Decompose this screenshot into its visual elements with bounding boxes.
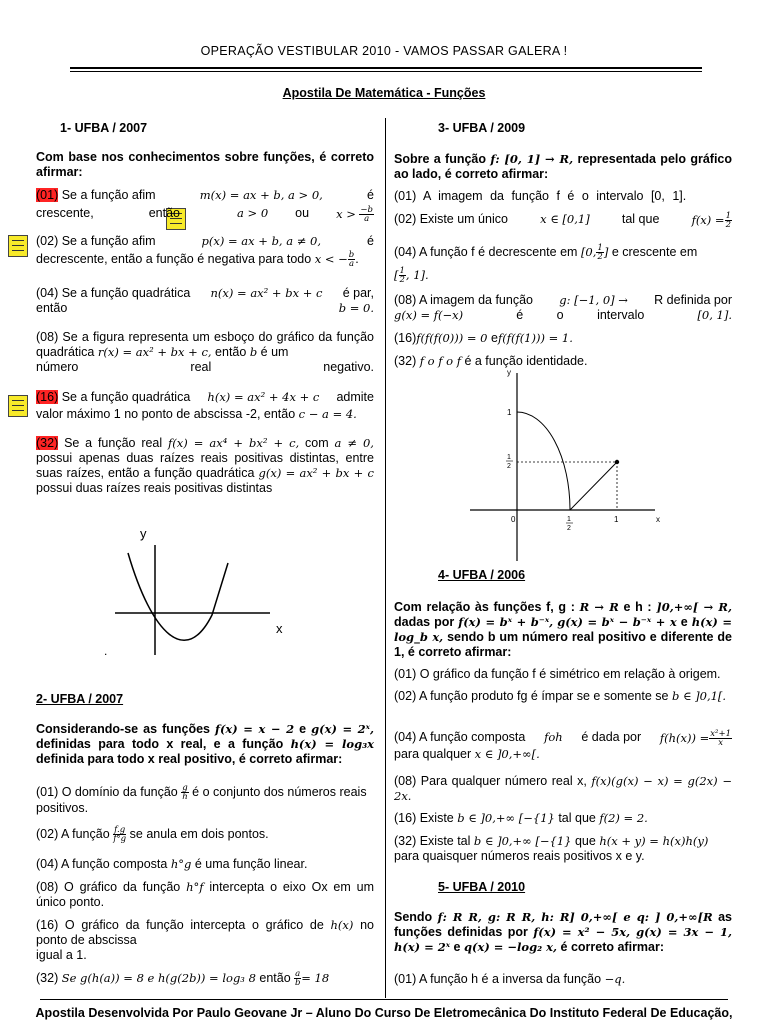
q4-heading: 4- UFBA / 2006	[438, 568, 526, 582]
q1-item-32-math: g(x) = ax² + bx + c	[258, 466, 374, 480]
q4-item-32-text: (32) Existe tal	[394, 834, 471, 848]
y-axis-label: y	[507, 368, 511, 377]
q2-item-32-fraction: $\frac{a}{b}$	[294, 969, 301, 988]
y-axis-label: y	[140, 526, 147, 541]
q1-item-01-text: é	[367, 188, 374, 202]
q3-item-32-text: (32)	[394, 354, 417, 368]
q4-intro-math: h(x) = log_b x,	[394, 615, 732, 644]
q3-item-08-math: [0, 1].	[697, 308, 732, 322]
q4-item-02-math: b ∈ ]0,1[.	[671, 689, 727, 703]
q3-item-01	[394, 189, 732, 204]
tick-label-x-1: 1	[614, 515, 619, 524]
q2-intro-text: Considerando-se as funções	[36, 722, 210, 736]
q2-item-32-text: (32)	[36, 970, 59, 985]
q4-intro-math: R → R	[579, 600, 619, 614]
q3-item-16	[394, 331, 732, 346]
q4-item-04	[394, 730, 732, 762]
q5-intro-text: Sendo	[394, 910, 433, 924]
q2-heading: 2- UFBA / 2007	[36, 692, 124, 706]
column-divider	[385, 118, 386, 998]
q4-intro-text: dadas por	[394, 615, 455, 629]
q2-item-08-math: h°f	[186, 880, 204, 894]
page-header: OPERAÇÃO VESTIBULAR 2010 - VAMOS PASSAR GALERA !	[200, 44, 568, 58]
q3-item-04-math: , 1].	[405, 267, 429, 282]
q1-item-08-text: (08) Se a figura representa um esboço do gráfico da função quadrática	[36, 330, 374, 359]
q1-item-04-math: b = 0.	[338, 301, 374, 315]
q2-item-01-fraction: $\frac{g}{h}$	[182, 783, 188, 802]
q1-item-02-math: p(x) = ax + b, a ≠ 0,	[201, 234, 322, 248]
q3-item-16-text: e	[491, 331, 498, 345]
q3-item-04-math: ]	[603, 244, 609, 259]
q4-intro-text: sendo b um número real positivo e diferente de 1, é correto afirmar:	[394, 630, 732, 659]
line-segment	[570, 462, 617, 510]
footer-rule	[40, 999, 728, 1000]
q3-item-04-fraction: $\frac{1}{2}$	[399, 266, 405, 285]
q1-item-32-math: a ≠ 0,	[334, 436, 374, 450]
q2-intro	[36, 722, 374, 767]
q2-item-32-text: então	[259, 970, 291, 985]
q4-item-16	[394, 811, 732, 826]
q1-item-01-text: Se a função afim	[61, 188, 156, 202]
q1-item-32	[36, 436, 374, 496]
sticky-note-icon[interactable]	[8, 235, 28, 257]
q2-item-04-text: é uma função linear.	[194, 857, 308, 871]
q4-item-04-text: (04) A função composta	[394, 730, 526, 744]
q1-heading: 1- UFBA / 2007	[60, 121, 148, 135]
q2-item-32	[36, 970, 374, 987]
q2-item-16-text: igual a 1.	[36, 948, 87, 962]
curve-arc	[517, 412, 570, 510]
q4-item-04-math: f(h(x)) =	[659, 730, 710, 745]
q2-item-04	[36, 857, 374, 872]
q3-function-graph	[470, 365, 700, 565]
q1-item-32-math: f(x) = ax⁴ + bx² + c,	[168, 436, 300, 450]
q4-item-08-math: f(x)(g(x) − x) = g(2x) − 2x.	[394, 774, 732, 803]
q4-item-02-text: (02) A função produto fg é ímpar se e somente se	[394, 689, 669, 703]
q1-item-32-text: com	[305, 436, 329, 450]
q4-item-04-text: para qualquer	[394, 747, 472, 761]
q4-item-16-math: b ∈ ]0,+∞ [−{1}	[457, 811, 555, 825]
q4-item-08	[394, 774, 732, 804]
tick-label-y-half-den: 2	[507, 463, 511, 470]
parabola-curve	[128, 553, 228, 640]
tick-label-x-half-num: 1	[567, 516, 571, 523]
q3-item-08-math: g: [−1, 0] →	[559, 293, 628, 307]
q1-item-01	[36, 188, 374, 223]
q4-intro-text: Com relação às funções f, g :	[394, 600, 575, 614]
q5-item-01-text: (01) A função h é a inversa da função	[394, 972, 602, 986]
q3-item-08-text: (08) A imagem da função	[394, 293, 533, 307]
q1-item-04-text: então	[36, 301, 68, 315]
q1-item-02: (02) Se a função afim p(x) = ax + b, a ≠ 0, é decrescente, então a função é negativa para todo x < − $\frac{b}{a}$ .	[36, 234, 374, 269]
q1-item-04-text: é par,	[342, 286, 374, 300]
q2-item-16-text: no ponto de abscissa	[36, 918, 374, 947]
q2-item-08	[36, 880, 374, 910]
q1-item-16-text: valor máximo 1 no ponto de abscissa -2, então	[36, 407, 296, 421]
q1-item-08-text: real	[190, 360, 212, 374]
q4-item-16-text: tal que	[558, 811, 596, 825]
q2-intro-math: f(x) = x − 2	[215, 722, 295, 736]
q5-item-01-math: −q.	[604, 972, 626, 986]
q3-item-02-text: tal que	[621, 212, 660, 226]
q1-item-01-math: x >	[336, 206, 356, 221]
q1-item-16-math: c − a = 4.	[298, 407, 357, 421]
q2-item-32-math: Se g(h(a)) = 8 e h(g(2b)) = log₃ 8	[61, 970, 256, 985]
q2-item-16	[36, 918, 374, 963]
q1-item-01-math: a > 0	[237, 206, 269, 220]
q2-item-08-text: intercepta o eixo Ox em um único ponto.	[36, 880, 374, 909]
q4-item-32-math: b ∈ ]0,+∞ [−{1}	[473, 834, 572, 848]
q3-item-32-text: é a função identidade.	[464, 354, 588, 368]
q3-item-02-fraction: $\frac{1}{2}$	[725, 211, 731, 230]
q4-intro-math: f(x) = bˣ + b⁻ˣ,	[458, 615, 554, 629]
x-axis-label: x	[276, 621, 283, 636]
q1-item-04-math: n(x) = ax² + bx + c	[210, 286, 323, 300]
q3-intro-text: representada pelo gráfico ao lado, é correto afirmar:	[394, 152, 733, 181]
header-rule	[70, 67, 702, 69]
q1-item-01-label: (01)	[36, 188, 59, 202]
q1-item-08-text: então	[215, 345, 247, 359]
q2-item-02-text: se anula em dois pontos.	[129, 826, 269, 841]
q3-item-04-math: [0,	[580, 244, 597, 259]
q2-item-08-text: (08) O gráfico da função	[36, 880, 181, 894]
q5-intro	[394, 910, 732, 955]
q1-item-08-math: r(x) = ax² + bx + c,	[97, 345, 212, 359]
q1-item-08-text: negativo.	[323, 360, 374, 374]
q1-item-02-text: é	[367, 234, 374, 248]
q2-item-01-text: (01) O domínio da função	[36, 784, 178, 799]
q3-intro	[394, 152, 732, 182]
q1-item-01-text: crescente,	[36, 206, 94, 220]
q4-item-08-text: (08) Para qualquer número real x,	[394, 774, 587, 788]
tick-label-y-half-num: 1	[507, 454, 511, 461]
q1-item-16-text: Se a função quadrática	[61, 390, 191, 404]
x-axis-label: x	[656, 515, 660, 524]
q4-intro	[394, 600, 732, 660]
q2-item-32-math: = 18	[301, 970, 330, 985]
q4-item-32-text: para quaisquer números reais positivos x e y.	[394, 849, 645, 863]
tick-label-y-1: 1	[507, 408, 512, 417]
q4-item-04-math: x ∈ ]0,+∞[.	[474, 747, 540, 761]
q4-item-32-math: h(x + y) = h(x)h(y)	[599, 834, 709, 848]
q3-item-16-math: f(f(f(1))) = 1.	[497, 331, 573, 345]
q1-item-08-text: número	[36, 360, 79, 374]
q4-intro-text: e	[680, 615, 688, 629]
q3-item-04-text: (04) A função f é decrescente em	[394, 244, 578, 259]
q4-item-16-math: f(2) = 2.	[599, 811, 648, 825]
q1-item-02-text: (02) Se a função afim	[36, 234, 156, 248]
q2-item-04-math: h°g	[170, 857, 192, 871]
q2-intro-math: h(x) = log₃x	[290, 737, 374, 751]
q3-item-08-math: g(x) = f(−x)	[394, 308, 464, 322]
endpoint-dot	[615, 460, 619, 464]
tick-label-x-half-den: 2	[567, 525, 571, 532]
q3-intro-text: Sobre a função	[394, 152, 487, 166]
q5-heading: 5- UFBA / 2010	[438, 880, 526, 894]
q1-intro: Com base nos conhecimentos sobre funções, é correto afirmar:	[36, 150, 374, 179]
page-title: Apostila De Matemática - Funções	[282, 86, 486, 100]
q3-heading: 3- UFBA / 2009	[438, 121, 526, 135]
q1-item-16-math: h(x) = ax² + 4x + c	[207, 390, 320, 404]
q3-item-04-text: e crescente em	[611, 244, 698, 259]
q3-item-08-text: R definida por	[654, 293, 732, 307]
q5-intro-math: f(x) = x² − 5x, g(x) = 3x − 1, h(x) = 2ˣ	[394, 925, 732, 954]
q5-intro-math: q(x) = −log₂ x,	[463, 940, 558, 954]
header-rule-thin	[70, 71, 702, 72]
q1-item-32-label: (32)	[36, 436, 59, 450]
q2-item-16-math: h(x)	[330, 918, 354, 932]
tick-label-origin: 0	[511, 515, 516, 524]
q3-item-32-math: f o f o f	[419, 354, 461, 368]
q3-intro-math: f: [0, 1] → R,	[490, 152, 574, 166]
q4-intro-math: ]0,+∞[ → R,	[656, 600, 732, 614]
q3-item-02	[394, 212, 732, 229]
q2-item-01-text: é o conjunto dos números reais positivos.	[36, 784, 367, 815]
q4-item-04-text: é dada por	[581, 730, 642, 744]
q3-item-16-math: f(f(f(0))) = 0	[416, 331, 488, 345]
q4-item-16-text: (16) Existe	[394, 811, 454, 825]
q3-item-02-text: (02) Existe um único	[394, 212, 508, 226]
q4-item-32-text: que	[574, 834, 596, 848]
q4-intro-text: e h :	[623, 600, 652, 614]
q4-item-32	[394, 834, 732, 864]
page-footer: Apostila Desenvolvida Por Paulo Geovane Jr – Aluno Do Curso De Eletromecânica Do Instituto Federal De Educação,	[35, 1006, 733, 1020]
q1-item-16-label: (16)	[36, 390, 59, 404]
q2-item-02-text: (02) A função	[36, 826, 110, 841]
q3-item-08-text: é o intervalo	[516, 308, 645, 322]
q1-item-01-fraction: $\frac{-b}{a}$	[360, 205, 373, 224]
q2-item-01	[36, 784, 374, 816]
q4-item-04-fraction: $\frac{\text{x²+1}}{x}$	[710, 729, 731, 748]
q3-item-08	[394, 293, 732, 323]
q1-item-04-text: (04) Se a função quadrática	[36, 286, 191, 300]
q1-item-16-text: admite	[336, 390, 374, 404]
q1-item-01-math: m(x) = ax + b, a > 0,	[199, 188, 323, 202]
q3-item-04	[394, 244, 732, 284]
q2-intro-text: definidas para todo x real, e a função	[36, 737, 284, 751]
q4-item-04-math: foh	[544, 730, 563, 744]
q2-item-04-text: (04) A função composta	[36, 857, 168, 871]
q3-item-01-text: (01) A imagem da função f é o intervalo [0, 1].	[394, 189, 687, 203]
q1-item-08	[36, 330, 374, 375]
sticky-note-icon[interactable]	[8, 395, 28, 417]
q2-item-16-text: (16) O gráfico da função intercepta o gráfico de	[36, 918, 324, 932]
q1-item-02-fraction: $\frac{b}{a}$	[348, 250, 355, 269]
q1-item-02-math: x < −	[314, 251, 348, 266]
q3-item-04-math: [	[394, 267, 399, 282]
stray-dot: .	[104, 644, 108, 658]
q4-item-02	[394, 689, 732, 704]
q1-item-01-text: ou	[295, 206, 310, 220]
q5-intro-text: as funções definidas por	[394, 910, 732, 939]
q3-item-04-fraction: $\frac{1}{2}$	[597, 243, 603, 262]
q5-intro-text: é correto afirmar:	[560, 940, 665, 954]
q5-item-01	[394, 972, 732, 987]
q3-item-02-math: x ∈ [0,1]	[540, 212, 590, 226]
q1-item-32-text: Se a função real	[64, 436, 163, 450]
q3-item-16-text: (16)	[394, 331, 417, 345]
q1-item-02-text: decrescente, então a função é negativa para todo	[36, 251, 312, 266]
q1-item-32-text: possui apenas duas raízes reais positivas distintas, entre suas raízes, então a função quadrática	[36, 451, 374, 480]
q4-item-01	[394, 667, 732, 682]
q2-intro-text: definida para todo x real positivo, é correto afirmar:	[36, 752, 343, 766]
q3-item-02-math: f(x) =	[691, 212, 725, 227]
q1-item-01-text: então	[148, 206, 180, 220]
q1-item-32-text: possui duas raízes reais positivas distintas	[36, 481, 273, 495]
q5-intro-math: f: R R, g: R R, h: R] 0,+∞[ e q: ] 0,+∞[R	[437, 910, 713, 924]
q1-parabola-graph	[100, 515, 320, 665]
q1-item-08-text: é um	[260, 345, 289, 359]
q2-intro-text: e	[299, 722, 307, 736]
q2-intro-math: g(x) = 2ˣ,	[311, 722, 374, 736]
q4-intro-math: g(x) = bˣ − b⁻ˣ + x	[557, 615, 677, 629]
q2-item-02-fraction: $\frac{f.g}{f^\circ g}$	[113, 825, 127, 844]
q1-item-08-math: b	[249, 345, 258, 359]
q1-item-16	[36, 390, 374, 422]
q4-item-01-text: (01) O gráfico da função f é simétrico em relação à origem.	[394, 667, 721, 681]
q1-item-04	[36, 286, 374, 316]
q2-item-02	[36, 826, 374, 843]
q5-intro-text: e	[453, 940, 461, 954]
